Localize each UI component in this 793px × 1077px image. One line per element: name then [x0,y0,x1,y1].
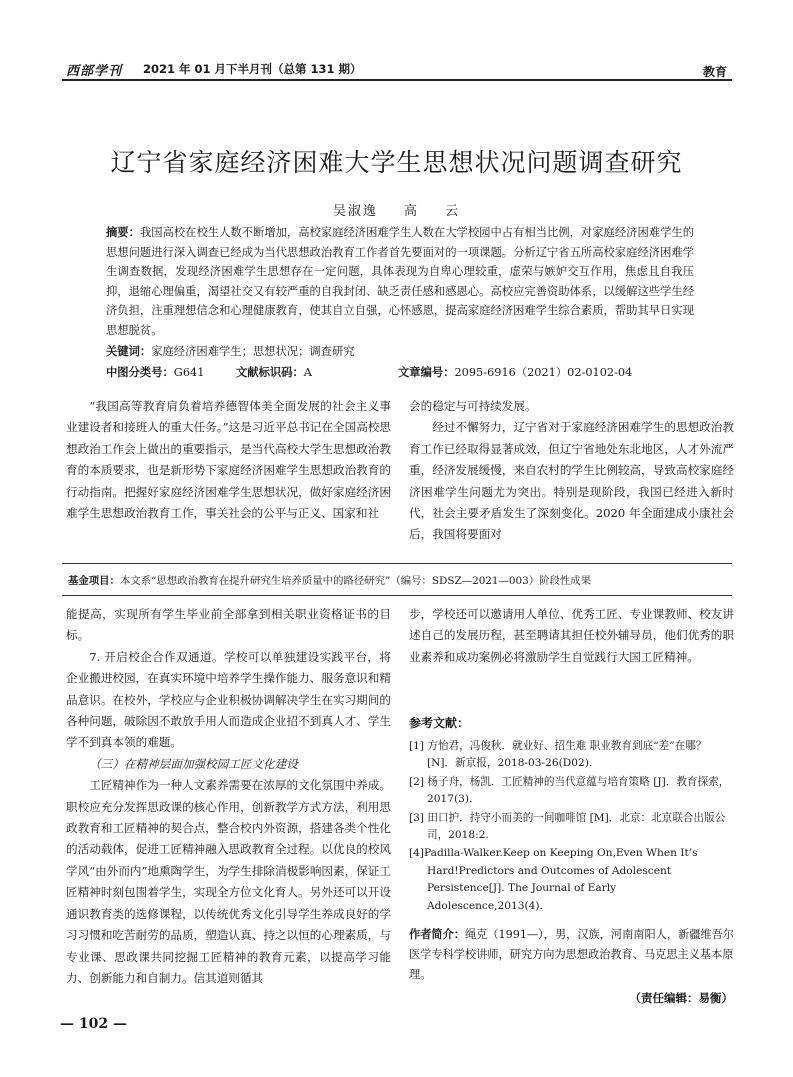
reference-item: [4]Padilla-Walker.Keep on Keeping On,Even When It’s Hard!Predictors and Outcomes of Adolescent Persistence[J]. The Journal of Early Adolescence,2013(4). [409,847,698,912]
prev-paragraph-2: 7. 开启校企合作双通道。学校可以单独建设实践平台，将企业搬进校园，在真实环境中培养学生操作能力、服务意识和精品意识。在校外，学校应与企业积极协调解决学生在实习期间的各种问题，破除因不敢放手用人而造成企业招不到真人才、学生学不到真本领的难题。 [66,649,391,750]
doc-code-label: 文献标识码： [236,366,304,379]
page-number: — 102 — [60,1016,127,1032]
abstract-label: 摘要： [106,226,140,239]
article-title: 辽宁省家庭经济困难大学生思想状况问题调查研究 [110,148,683,177]
clc-value: G641 [173,366,205,379]
intro-paragraph: “我国高等教育肩负着培养德智体美全面发展的社会主义事业建设者和接班人的重大任务。”这是习近平总书记在全国高校思想政治工作会上做出的重要指示，是当代高校大学生思想政治教育的本质要求，也是新形势下家庭经济困难学生思想政治教育的行动指南。把握好家庭经济困难学生思想状况，做好家庭经济困难学生思想政治教育工作，事关社会的公平与正义、国家和社 [66,399,391,521]
intro-paragraph-2: 经过不懈努力，辽宁省对于家庭经济困难学生的思想政治教育工作已经取得显著成效，但辽宁省地处东北地区，人才外流严重，经济发展缓慢，来自农村的学生比例较高，导致高校家庭经济困难学生问题尤为突出。特别是现阶段，我国已经进入新时代，社会主要矛盾发生了深刻变化。2020 年全面建成小康社会后，我国将要面对 [409,420,734,542]
author-intro-label: 作者简介： [409,928,465,941]
body-column-left-bottom [66,604,391,989]
clc-field [106,366,204,379]
doc-code-value: A [303,366,312,379]
abstract [106,223,694,341]
reference-item: [3] 田口护．持守小而美的一间咖啡馆 [M]．北京：北京联合出版公司，2018:2. [409,811,726,842]
references-title: 参考文献： [409,716,470,730]
header-rule [62,79,732,81]
article-no-value: 2095-6916（2021）02-0102-04 [454,366,633,379]
article-authors: 吴淑逸 高 云 [332,204,461,219]
intro-continuation: 会的稳定与可持续发展。 [409,399,537,413]
keywords [106,343,355,359]
footnote-rule-bottom [62,595,732,596]
reference-item: [2] 杨子舟，杨凯．工匠精神的当代意蕴与培育策略 [J]．教育探索，2017(3). [409,775,730,806]
prev-subheading: （三）在精神层面加强校园工匠文化建设 [89,756,298,771]
article-no-field [398,364,632,380]
reference-item: [1] 方怡君，冯俊秋．就业好、招生难 职业教育到底“差”在哪？[N]．新京报，2018-03-26(D02). [409,740,707,770]
keywords-text: 家庭经济困难学生；思想状况；调查研究 [151,345,355,358]
prev-paragraph-4: 步，学校还可以邀请用人单位、优秀工匠、专业课教师、校友讲述自己的发展历程，甚至聘请其担任校外辅导员，他们优秀的职业素养和成功案例必将激励学生自觉践行大国工匠精神。 [409,607,734,664]
clc-label: 中图分类号： [106,366,174,379]
abstract-text: 我国高校在校生人数不断增加，高校家庭经济困难学生人数在大学校园中占有相当比例，对家庭经济困难学生的思想问题进行深入调查已经成为当代思想政治教育工作者首先要面对的一项课题。分析辽宁省五所高校家庭经济困难学生调查数据，发现经济困难学生思想存在一定问题，具体表现为自卑心理较重，虚荣与嫉妒交互作用，焦虑且自我压抑，退缩心理偏重，渴望社交又有较严重的自我封闭、缺乏责任感和感恩心。高校应完善资助体系，以缓解这些学生经济负担，注重理想信念和心理健康教育，使其自立自强，心怀感恩，提高家庭经济困难学生综合素质，帮助其早日实现思想脱贫。 [106,226,694,337]
body-column-right-bottom [409,604,734,668]
keywords-label: 关键词： [106,345,152,358]
body-column-left-top [66,396,391,524]
journal-logo: 西部学刊 [66,64,123,79]
author-intro-text: 绳克（1991—），男，汉族，河南南阳人，新疆维吾尔医学专科学校讲师，研究方向为思想政治教育、马克思主义基本原理。 [409,928,734,981]
fund-text: 本文系“思想政治教育在提升研究生培养质量中的路径研究”（编号：SDSZ—2021—003）阶段性成果 [119,575,592,587]
prev-paragraph-3: 工匠精神作为一种人文素养需要在浓厚的文化氛围中养成。职校应充分发挥思政课的核心作用，创新教学方式方法，利用思政教育和工匠精神的契合点，整合校内外资源，搭建各类个性化的活动载体，促进工匠精神融入思政教育全过程。以优良的校风学风“由外而内”地熏陶学生，为学生排除消极影响因素，保证工匠精神时刻包围着学生，实现全方位文化育人。另外还可以开设通识教育类的选修课程，以传统优秀文化引导学生养成良好的学习习惯和吃苦耐劳的品质，塑造认真、持之以恒的心理素质，与专业课、思政课共同挖掘工匠精神的教育元素，以提高学习能力、创新能力和自制力。信其道则循其 [66,778,391,985]
references-list [409,738,734,916]
footnote-rule-top [62,563,732,564]
fund-note [68,572,738,587]
article-no-label: 文章编号： [398,366,455,379]
body-column-right-top [409,396,734,546]
fund-label: 基金项目： [68,575,120,587]
prev-paragraph-1: 能提高，实现所有学生毕业前全部拿到相关职业资格证书的目标。 [66,607,391,643]
doc-code-field [236,364,312,380]
author-intro [409,925,734,985]
section-label: 教育 [702,65,727,79]
classification-row [106,364,706,380]
journal-issue: 2021 年 01 月下半月刊（总第 131 期） [143,62,362,76]
editor-note: （责任编辑：易衡） [629,991,733,1005]
